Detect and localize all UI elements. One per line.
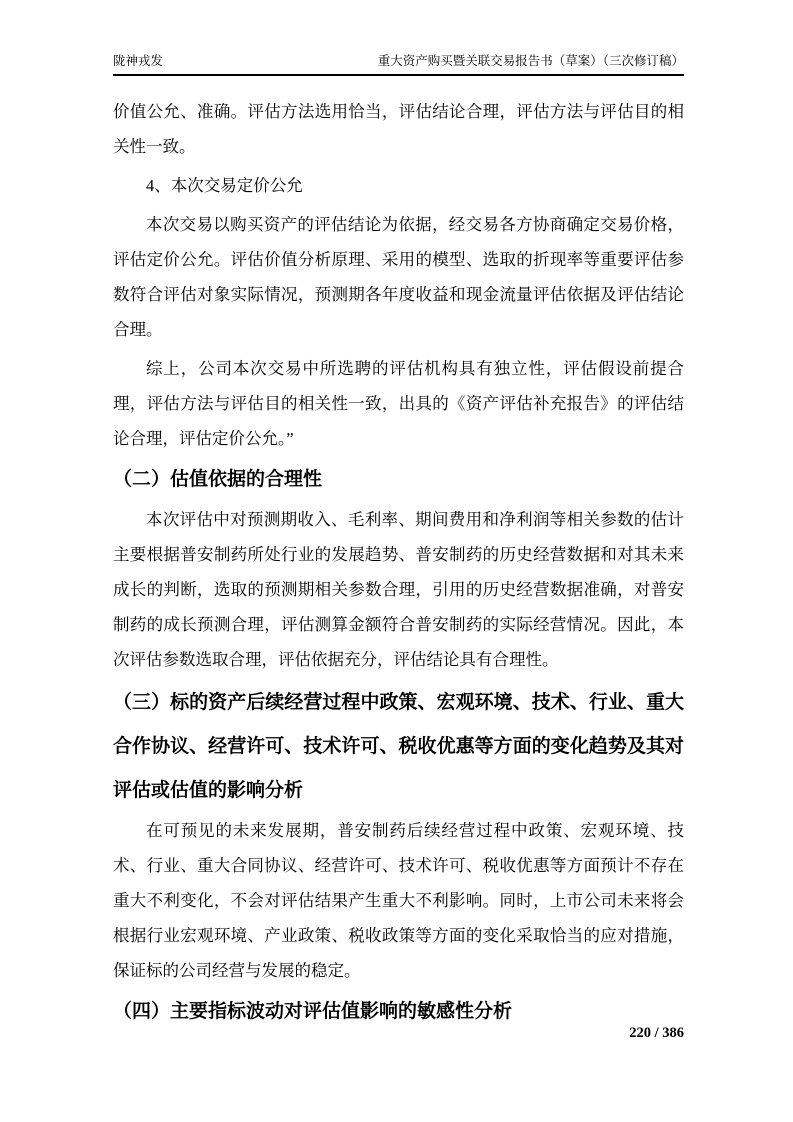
paragraph-future-outlook: 在可预见的未来发展期，普安制药后续经营过程中政策、宏观环境、技术、行业、重大合同协议、经营许可、技术许可、税收优惠等方面预计不存在重大不利变化，不会对评估结果产生重大不利影响。同时，上市公司未来将会根据行业宏观环境、产业政策、税收政策等方面的变化采取恰当的应对措施，保证标的公司经营与发展的稳定。 — [113, 821, 684, 980]
section-heading-3: （三）标的资产后续经营过程中政策、宏观环境、技术、行业、重大合作协议、经营许可、技术许可、税收优惠等方面的变化趋势及其对评估或估值的影响分析 — [113, 692, 684, 801]
numbered-subheading-4: 4、本次交易定价公允 — [146, 176, 303, 195]
paragraph-valuation-basis: 本次评估中对预测期收入、毛利率、期间费用和净利润等相关参数的估计主要根据普安制药所处行业的发展趋势、普安制药的历史经营数据和对其未来成长的判断，选取的预测期相关参数合理，引用的历史经营数据准确，对普安制药的成长预测合理，评估测算金额符合普安制药的实际经营情况。因此，本次评估参数选取合理，评估依据充分，评估结论具有合理性。 — [113, 510, 684, 669]
paragraph-carryover: 价值公允、准确。评估方法选用恰当，评估结论合理，评估方法与评估目的相关性一致。 — [113, 102, 684, 156]
paragraph-transaction-pricing: 本次交易以购买资产的评估结论为依据，经交易各方协商确定交易价格，评估定价公允。评估价值分析原理、采用的模型、选取的折现率等重要评估参数符合评估对象实际情况，预测期各年度收益和现金流量评估依据及评估结论合理。 — [113, 215, 684, 339]
page-number: 220 / 386 — [629, 1025, 684, 1041]
document-body — [113, 94, 684, 1034]
header-company-name: 陇神戎发 — [113, 54, 164, 68]
page-header — [113, 53, 684, 76]
section-heading-4: （四）主要指标波动对评估值影响的敏感性分析 — [113, 1001, 513, 1022]
paragraph-summary-quote: 综上，公司本次交易中所选聘的评估机构具有独立性，评估假设前提合理，评估方法与评估目的相关性一致，出具的《资产评估补充报告》的评估结论合理，评估定价公允。” — [113, 359, 684, 448]
section-heading-2: （二）估值依据的合理性 — [113, 469, 323, 490]
header-report-title: 重大资产购买暨关联交易报告书（草案）（三次修订稿） — [377, 54, 684, 68]
